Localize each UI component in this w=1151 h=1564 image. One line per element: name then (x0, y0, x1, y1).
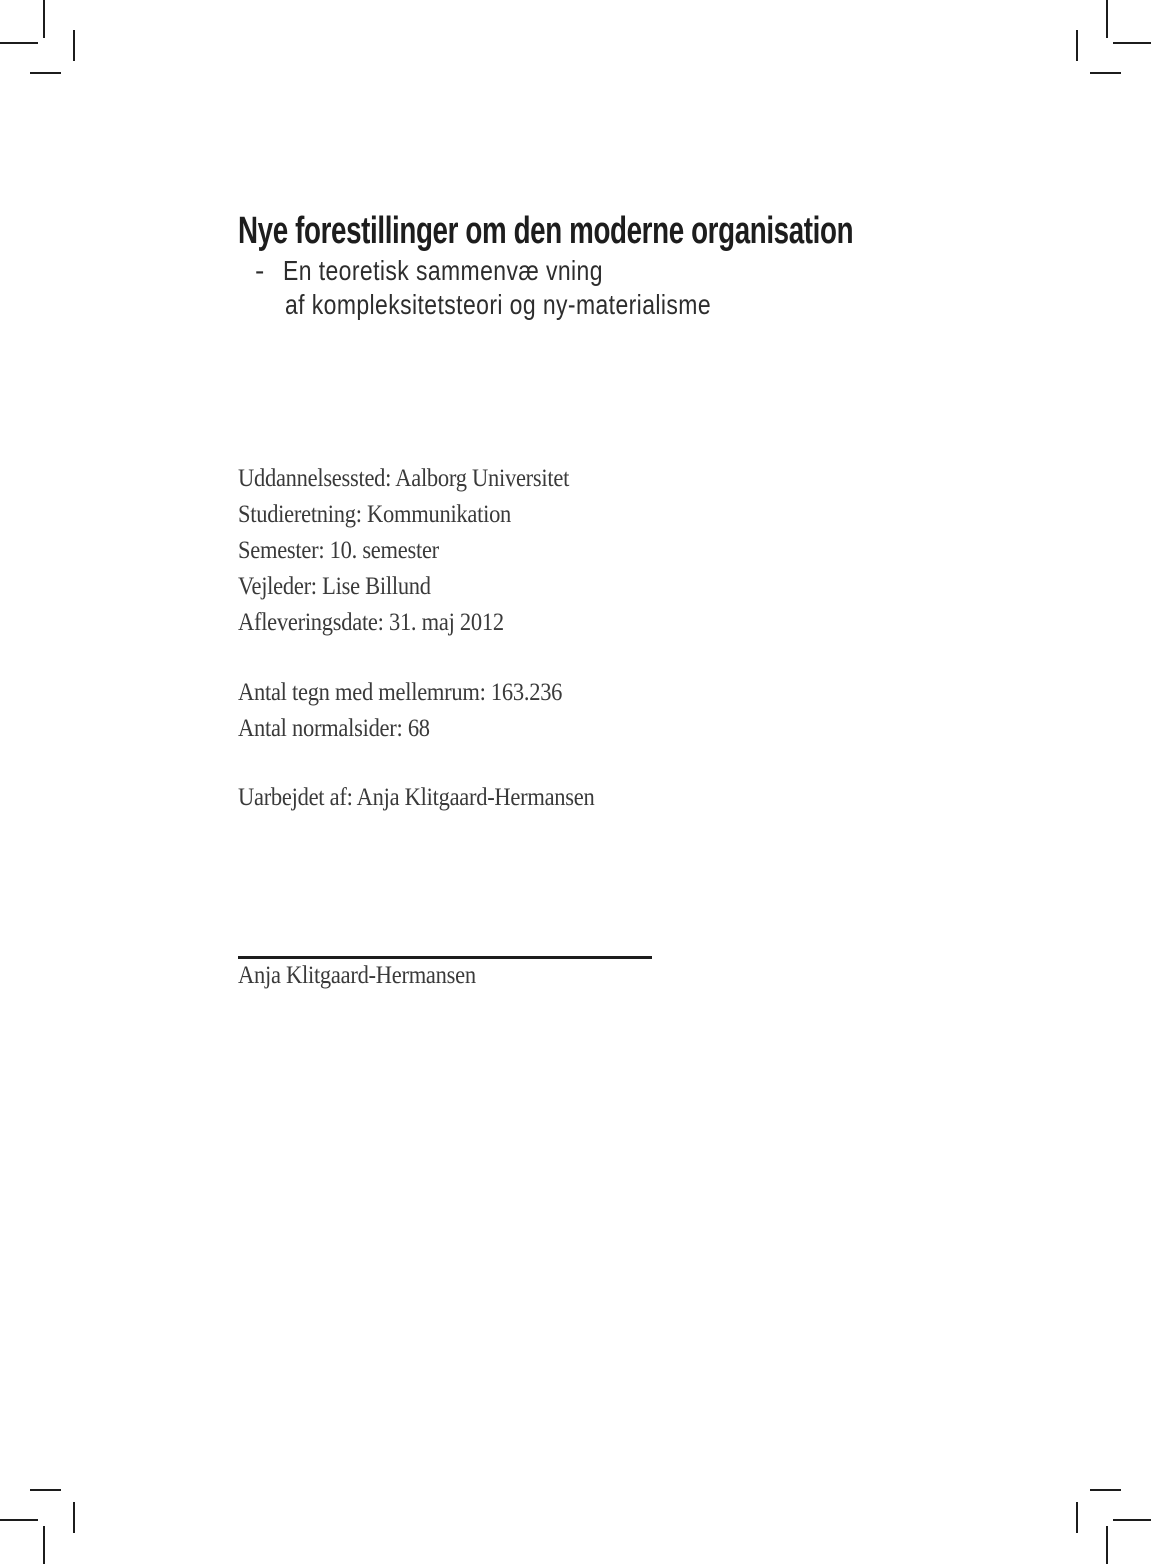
counts-block (238, 675, 562, 747)
crop-mark-bottom-right-inner-horizontal (1090, 1489, 1121, 1491)
subtitle-dash: - (255, 255, 265, 286)
signature-name: Anja Klitgaard-Hermansen (238, 962, 476, 989)
detail-line-uddannelsessted: Uddannelsessted: Aalborg Universitet (238, 465, 570, 492)
subtitle-line-2 (285, 288, 805, 322)
subtitle-line-1 (255, 254, 805, 288)
detail-line-afleveringsdate: Afleveringsdate: 31. maj 2012 (238, 609, 504, 636)
crop-mark-top-right-outer-vertical (1106, 0, 1108, 38)
crop-mark-top-left-inner-horizontal (30, 72, 61, 74)
crop-mark-bottom-left-inner-vertical (73, 1502, 75, 1533)
crop-mark-top-left-outer-vertical (43, 0, 45, 38)
crop-mark-bottom-right-outer-horizontal (1113, 1519, 1151, 1521)
count-line-tegn: Antal tegn med mellemrum: 163.236 (238, 679, 563, 706)
detail-line-vejleder: Vejleder: Lise Billund (238, 573, 431, 600)
page-subtitle (255, 254, 805, 322)
detail-line-studieretning: Studieretning: Kommunikation (238, 501, 512, 528)
crop-mark-bottom-left-inner-horizontal (30, 1489, 61, 1491)
crop-mark-top-right-inner-horizontal (1090, 72, 1121, 74)
count-line-normalsider: Antal normalsider: 68 (238, 715, 430, 742)
crop-mark-top-right-inner-vertical (1076, 30, 1078, 61)
crop-mark-bottom-right-outer-vertical (1106, 1526, 1108, 1564)
page-title: Nye forestillinger om den moderne organisation (238, 210, 854, 252)
crop-mark-bottom-right-inner-vertical (1076, 1502, 1078, 1533)
detail-line-semester: Semester: 10. semester (238, 537, 439, 564)
author-line: Uarbejdet af: Anja Klitgaard-Hermansen (238, 784, 595, 811)
subtitle-line-1-text: En teoretisk sammenvæ vning (283, 255, 603, 286)
study-details-block (238, 461, 569, 641)
crop-mark-top-right-outer-horizontal (1113, 42, 1151, 44)
subtitle-line-2-text: af kompleksitetsteori og ny-materialisme (285, 289, 712, 320)
crop-mark-bottom-left-outer-horizontal (0, 1519, 38, 1521)
crop-mark-top-left-outer-horizontal (0, 42, 38, 44)
crop-mark-bottom-left-outer-vertical (43, 1526, 45, 1564)
crop-mark-top-left-inner-vertical (73, 30, 75, 61)
